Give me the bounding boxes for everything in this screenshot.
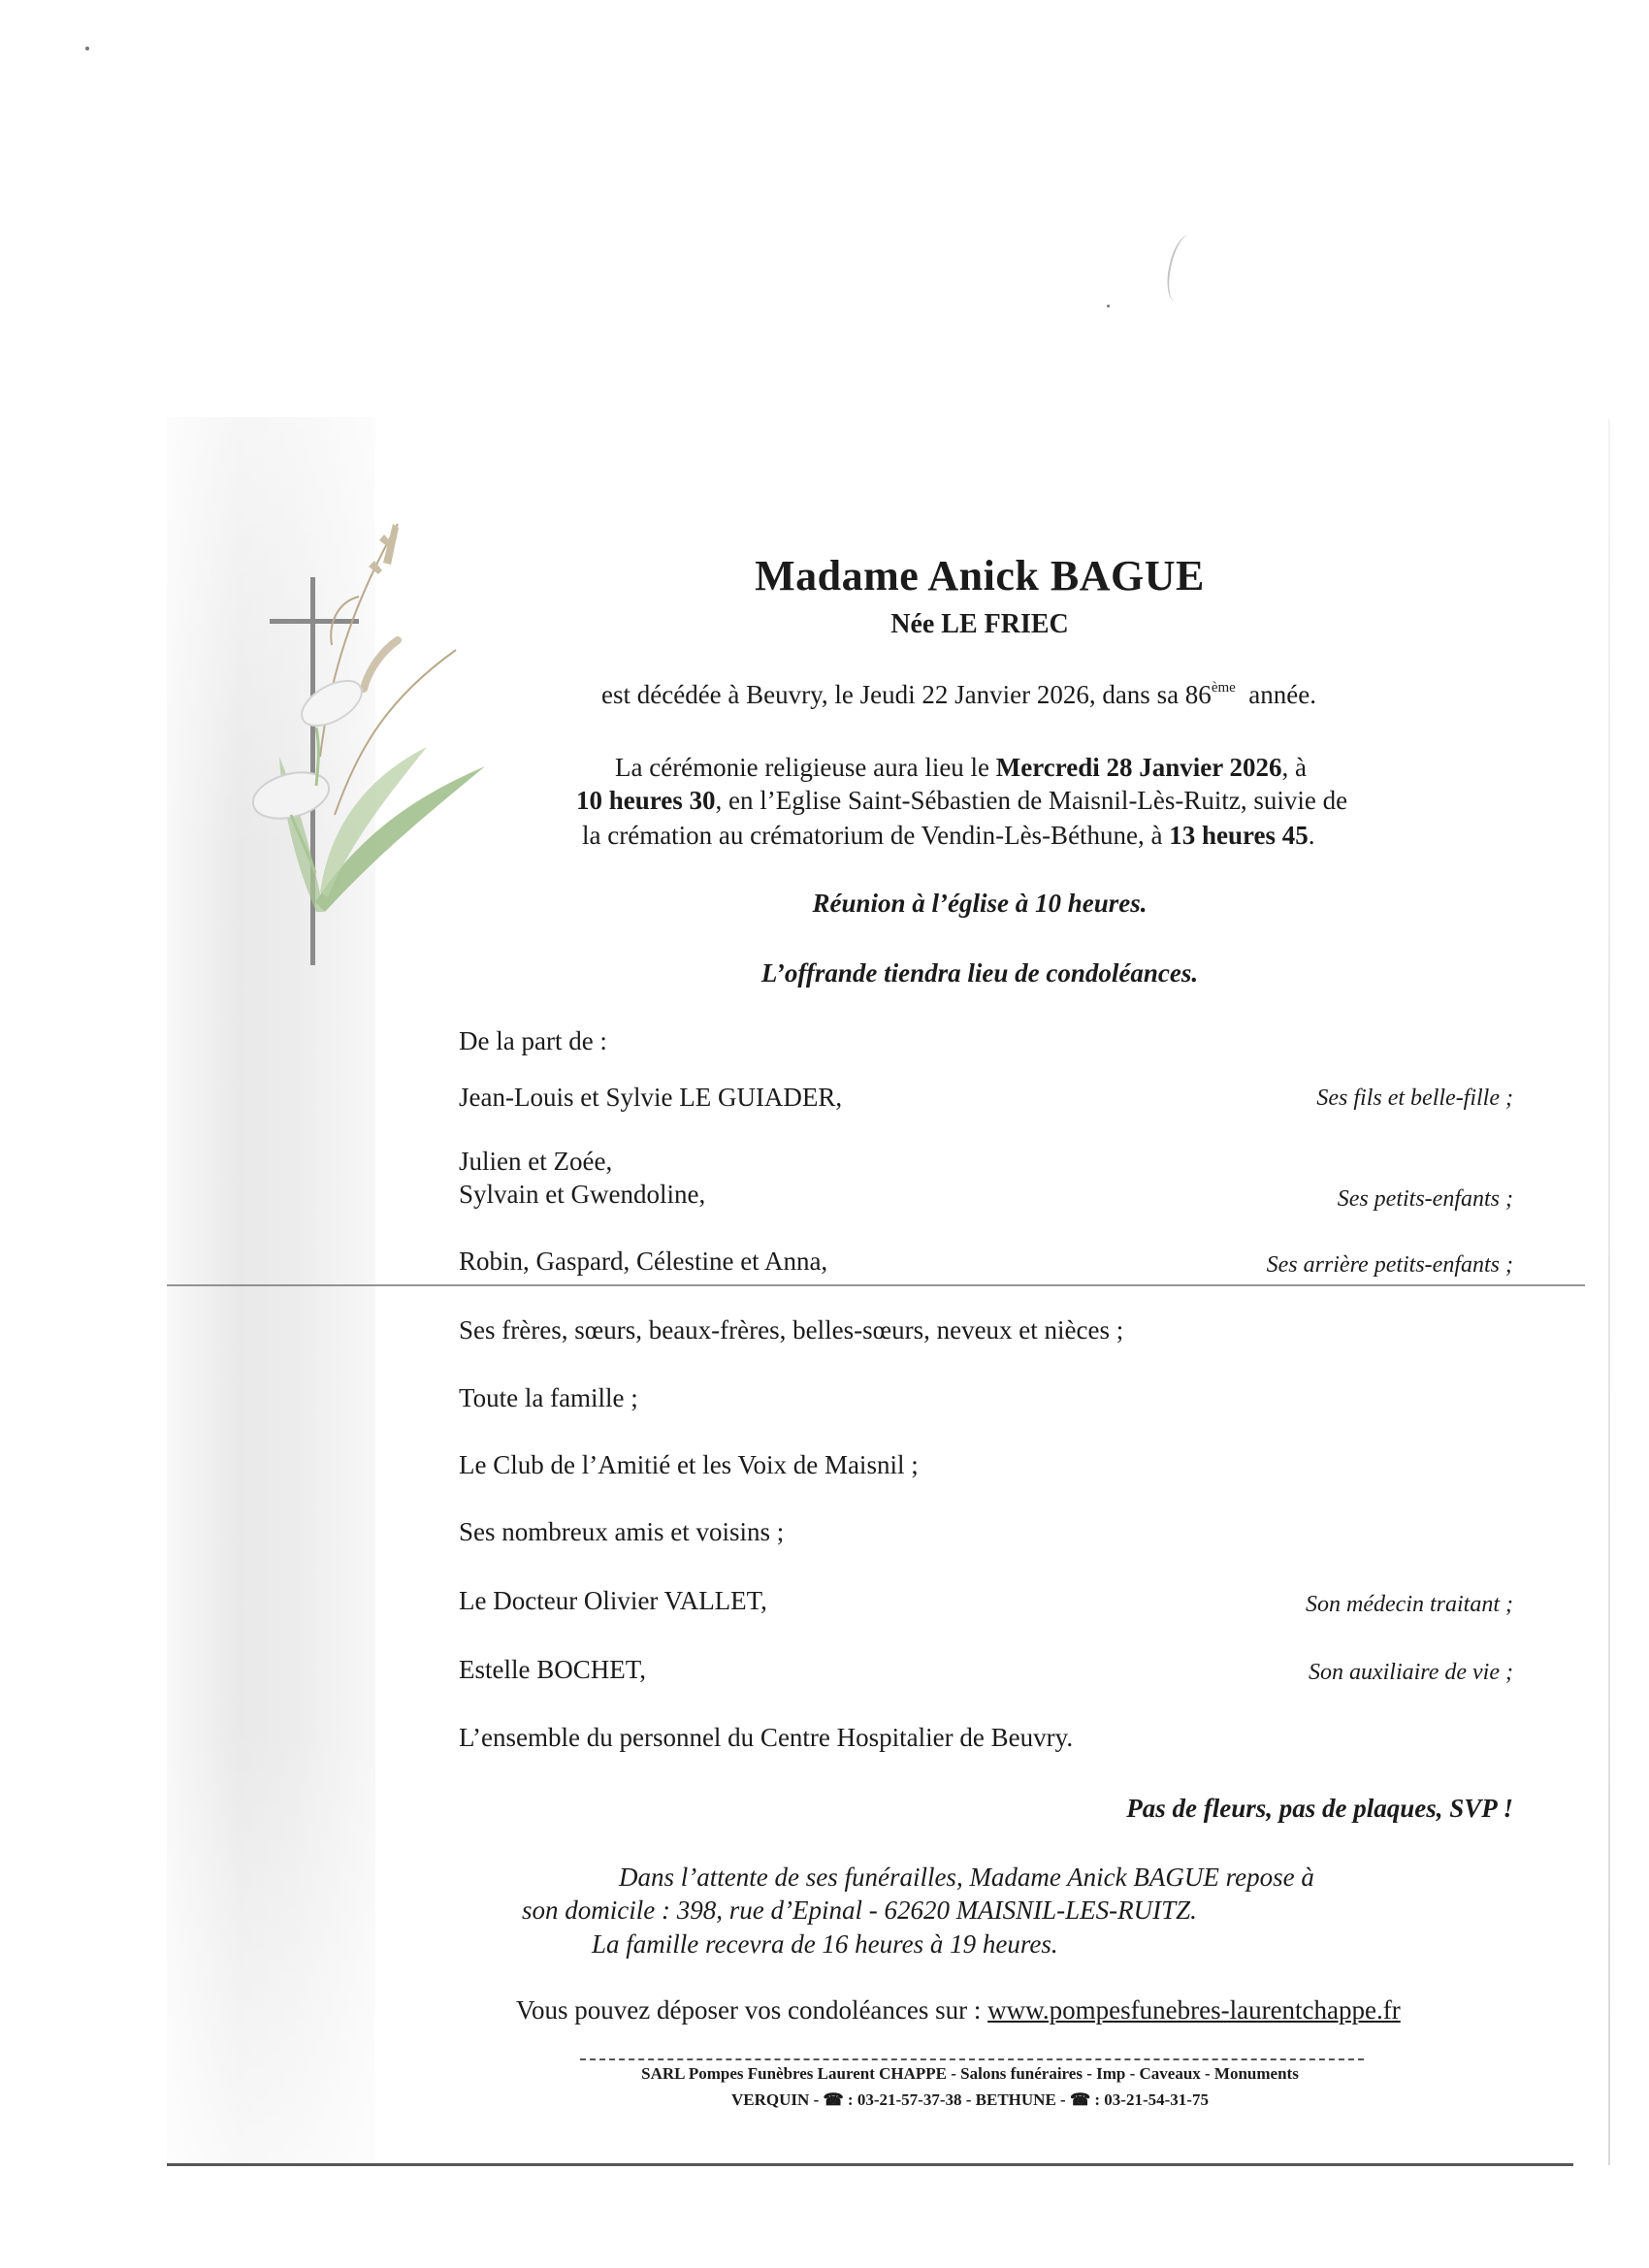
ceremony-text: La cérémonie religieuse aura lieu le [615,753,996,782]
footer-phone: : 03-21-54-31-75 [1090,2090,1209,2109]
ceremony-date: Mercredi 28 Janvier 2026 [995,753,1282,782]
scan-mark [1162,233,1203,305]
footer-phone: : 03-21-57-37-38 [843,2090,962,2109]
card-edge [1608,419,1610,2165]
telephone-icon: ☎ [1069,2090,1091,2109]
family-relation: Son médecin traitant ; [1306,1592,1513,1617]
family-names: Ses frères, sœurs, beaux-frères, belles-sœurs, neveux et nièces ; [459,1315,1124,1345]
death-announcement [601,681,1316,708]
ceremony-text: la crémation au crématorium de Vendin-Lès-Béthune, à [582,821,1170,850]
cross-lily-icon [223,504,495,970]
condolences-text: Vous pouvez déposer vos condoléances sur : [516,1995,988,2025]
ceremony-line-3 [582,823,1315,849]
scan-speck [1107,305,1110,308]
footer-divider [580,2058,1364,2060]
no-flowers-notice: Pas de fleurs, pas de plaques, SVP ! [1126,1794,1513,1823]
rest-info-line: La famille recevra de 16 heures à 19 heures. [592,1929,1058,1959]
condolences-line [516,1997,1401,2024]
family-names: Sylvain et Gwendoline, [459,1180,706,1209]
death-sup: ème [1211,680,1236,696]
footer-location: - BETHUNE - [961,2090,1070,2109]
family-names: Estelle BOCHET, [459,1655,646,1684]
family-names: Ses nombreux amis et voisins ; [459,1517,785,1546]
ceremony-text: , à [1281,753,1307,782]
family-relation: Ses fils et belle-fille ; [1316,1085,1513,1111]
telephone-icon: ☎ [823,2090,844,2109]
ceremony-text: . [1308,821,1315,850]
rest-info-line: son domicile : 398, rue d’Epinal - 62620 MAISNIL-LES-RUITZ. [522,1895,1197,1925]
family-relation: Ses petits-enfants ; [1337,1186,1513,1212]
family-names: Le Club de l’Amitié et les Voix de Maisnil ; [459,1450,919,1479]
footer-company: SARL Pompes Funèbres Laurent CHAPPE - Salons funéraires - Imp - Caveaux - Monuments [641,2064,1299,2083]
fold-line [167,1284,1585,1286]
ceremony-time: 10 heures 30 [576,786,716,815]
family-names: Robin, Gaspard, Célestine et Anna, [459,1247,828,1276]
footer-phones [543,2091,1397,2108]
family-names: Jean-Louis et Sylvie LE GUIADER, [459,1083,843,1112]
scan-speck [85,47,89,50]
death-text: est décédée à Beuvry, le Jeudi 22 Janvier 2026, dans sa 86 [601,680,1212,709]
family-relation: Ses arrière petits-enfants ; [1266,1252,1513,1278]
family-names: Le Docteur Olivier VALLET, [459,1586,767,1615]
death-end: année. [1248,680,1316,709]
meeting-info: Réunion à l’église à 10 heures. [812,889,1148,918]
family-relation: Son auxiliaire de vie ; [1308,1660,1513,1685]
footer-location: VERQUIN - [731,2090,824,2109]
ceremony-line-2 [576,788,1347,814]
deceased-name: Madame Anick BAGUE [755,552,1205,599]
ceremony-text: , en l’Eglise Saint-Sébastien de Maisnil-Lès-Ruitz, suivie de [715,786,1348,815]
family-names: Toute la famille ; [459,1383,638,1412]
family-intro: De la part de : [459,1026,607,1055]
family-names: L’ensemble du personnel du Centre Hospitalier de Beuvry. [459,1723,1074,1752]
cremation-time: 13 heures 45 [1169,821,1309,850]
condolences-link[interactable]: www.pompesfunebres-laurentchappe.fr [987,1995,1401,2025]
ceremony-line-1 [615,755,1307,781]
rest-info-line: Dans l’attente de ses funérailles, Madame Anick BAGUE repose à [619,1863,1314,1892]
card-edge [167,2163,1573,2166]
family-names: Julien et Zoée, [459,1147,613,1176]
maiden-name: Née LE FRIEC [890,609,1069,639]
offering-info: L’offrande tiendra lieu de condoléances. [760,958,1199,988]
